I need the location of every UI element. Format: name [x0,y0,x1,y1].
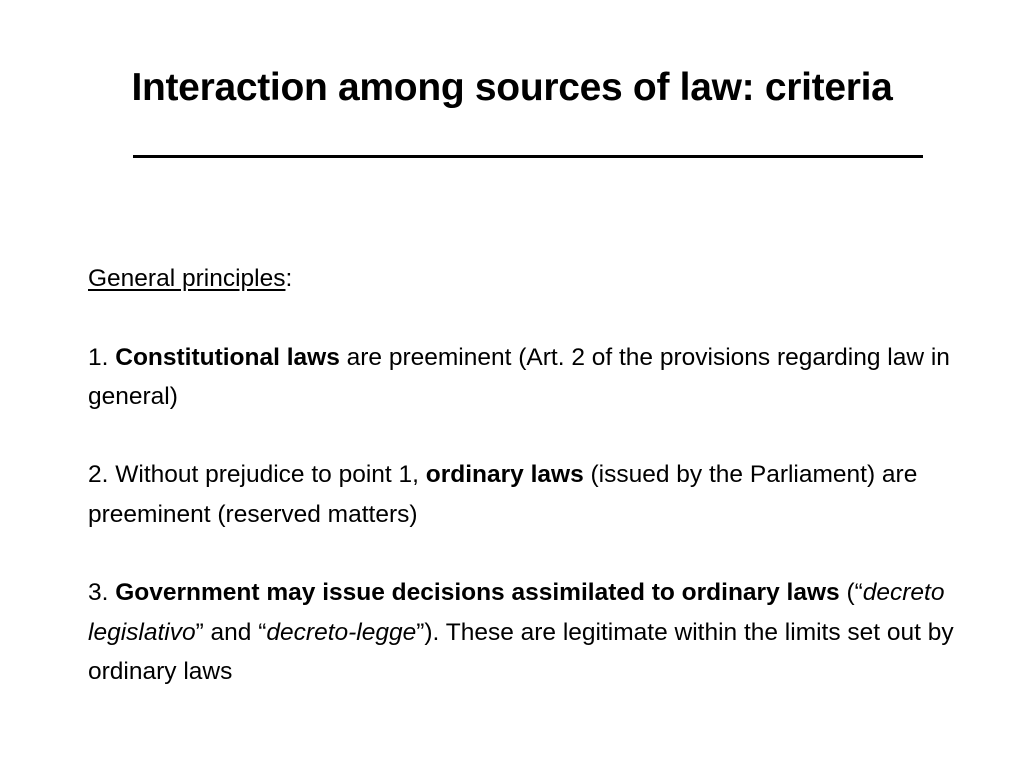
spacer [88,416,968,455]
spacer [88,298,968,337]
point-3-italic-decreto-legislativo: decreto legislativo [88,579,945,646]
point-3-bold: Government may issue decisions assimilated to ordinary laws [115,579,840,607]
point-2-number: 2. [88,461,116,489]
point-3 [88,573,968,691]
point-2-bold: ordinary laws [425,461,584,489]
section-heading [88,259,968,298]
section-heading-label: General principles [88,265,286,292]
point-1-text: are preeminent (Art. 2 of the provisions regarding law in general) [88,343,950,410]
section-heading-colon: : [285,265,293,292]
point-2-text-after: (issued by the Parliament) are preeminent (reserved matters) [88,461,918,528]
point-1-bold: Constitutional laws [115,343,340,371]
spacer [88,534,968,573]
point-2-text-before: Without prejudice to point 1, [115,461,426,489]
point-2 [88,455,968,534]
point-1-number: 1. [88,343,116,371]
point-3-paren-open: (“ [839,579,863,607]
point-3-closing: ”). These are legitimate within the limits set out by ordinary laws [88,618,954,685]
point-1 [88,338,968,417]
slide-body [88,259,968,691]
point-3-italic-decreto-legge: decreto-legge [266,618,417,646]
title-underline [133,155,923,158]
slide-title: Interaction among sources of law: criteria [131,66,893,109]
point-3-number: 3. [88,579,116,607]
point-3-middle: ” and “ [195,618,267,646]
